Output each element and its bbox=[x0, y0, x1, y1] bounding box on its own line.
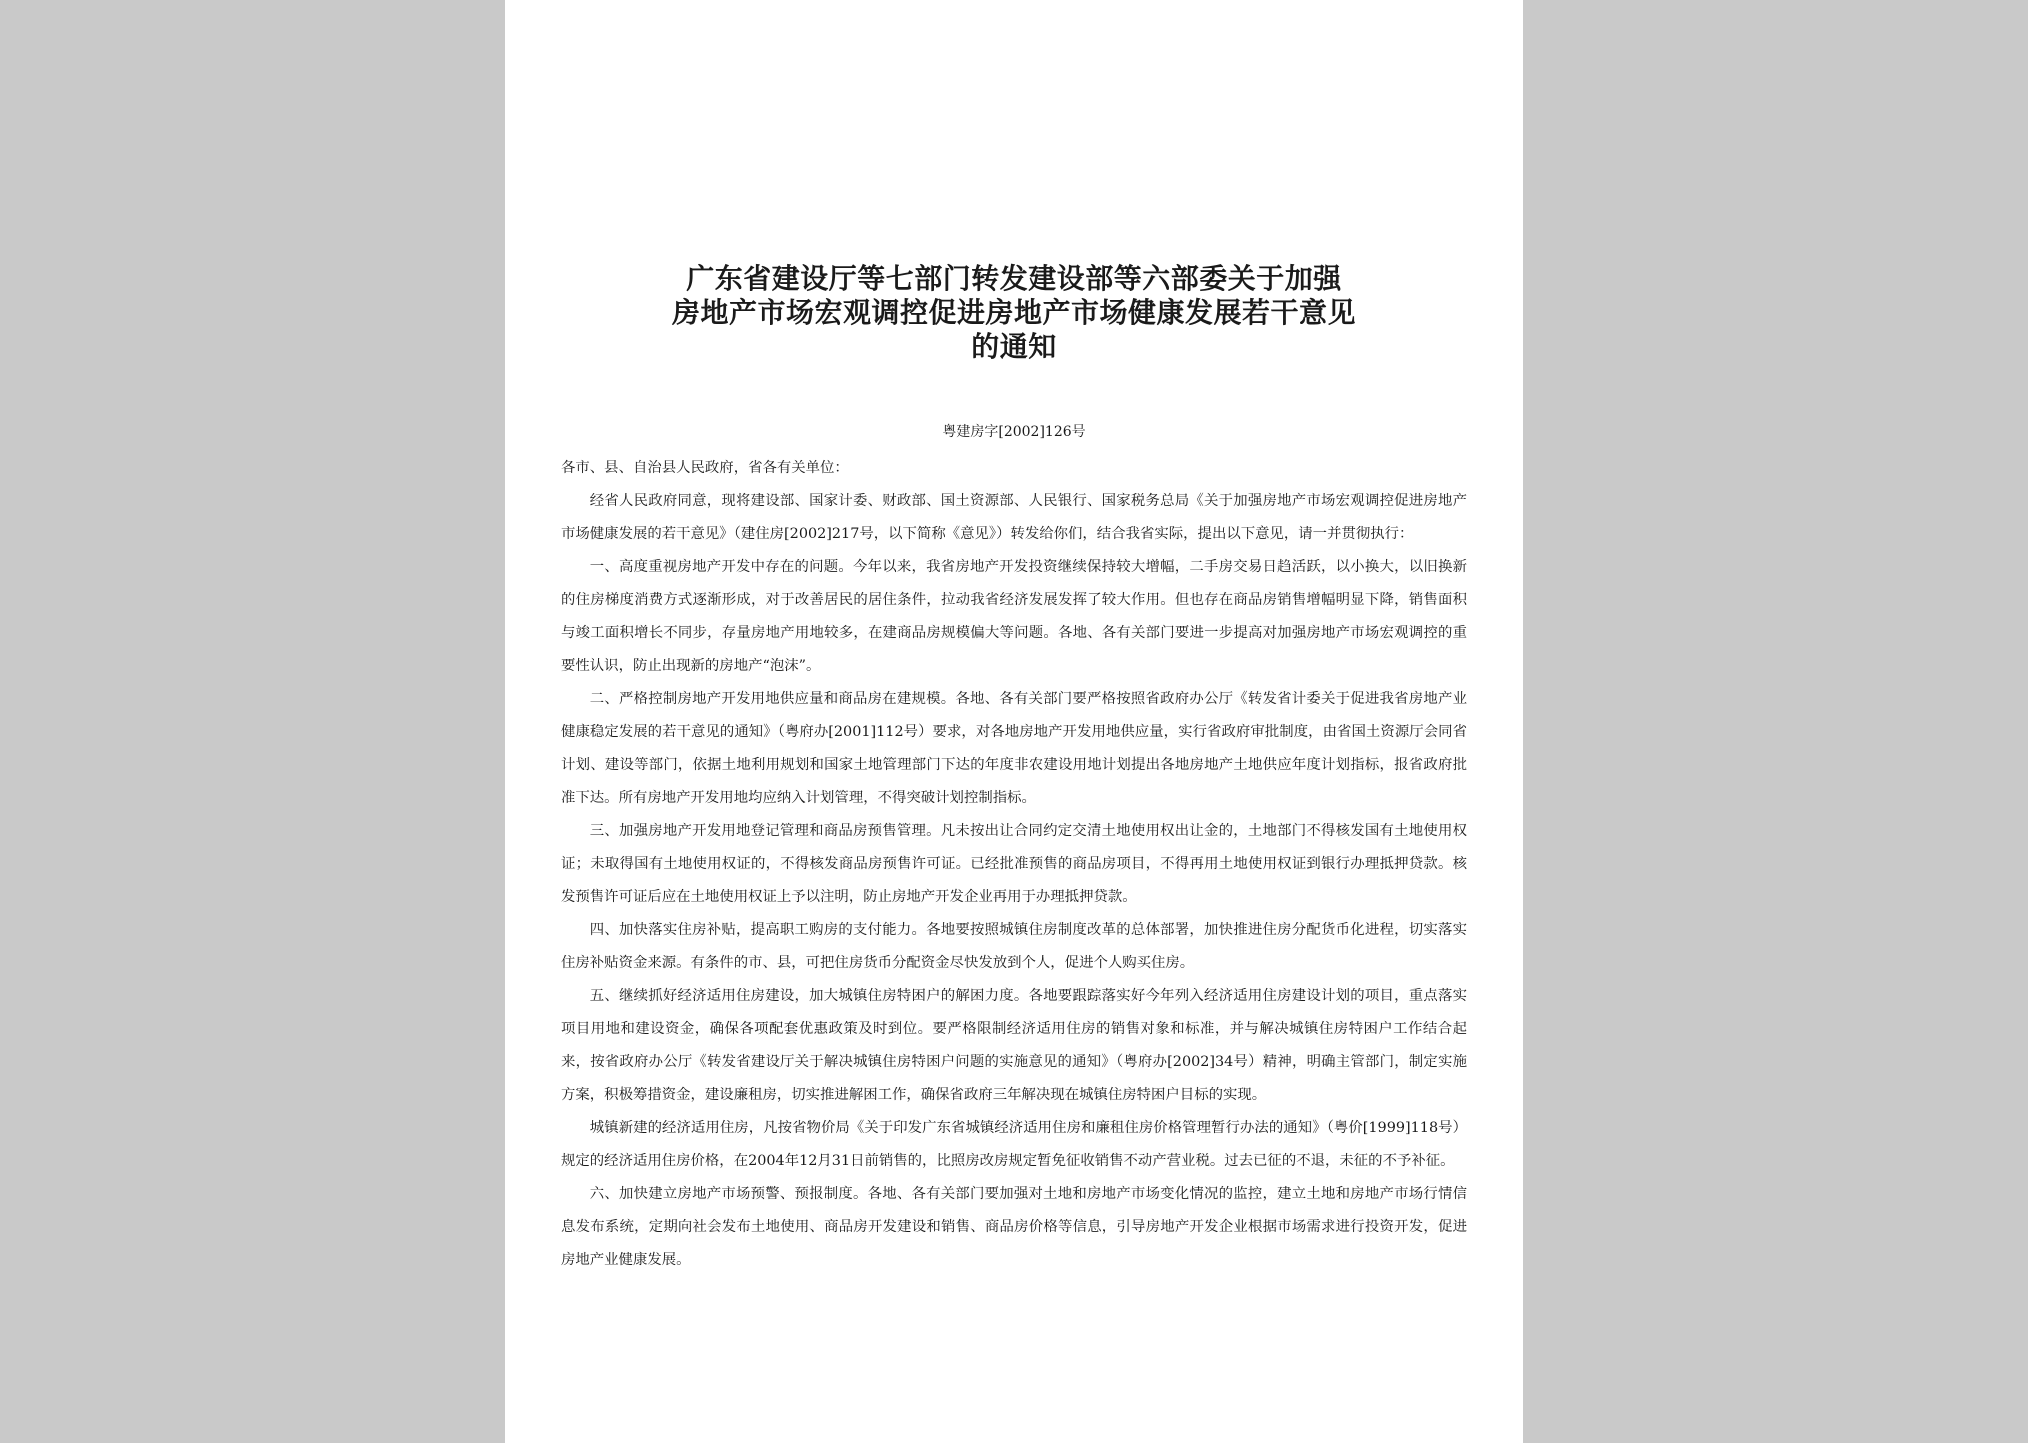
document-page bbox=[505, 0, 1523, 1443]
paragraph-5-supplement: 城镇新建的经济适用住房，凡按省物价局《关于印发广东省城镇经济适用住房和廉租住房价格管理暂行办法的通知》（粤价[1999]118号）规定的经济适用住房价格，在2004年12月31日前销售的，比照房改房规定暂免征收销售不动产营业税。过去已征的不退，未征的不予补征。 bbox=[561, 1120, 1467, 1169]
document-number: 粤建房字[2002]126号 bbox=[942, 424, 1086, 440]
paragraph-3: 三、加强房地产开发用地登记管理和商品房预售管理。凡未按出让合同约定交清土地使用权出让金的，土地部门不得核发国有土地使用权证；未取得国有土地使用权证的，不得核发商品房预售许可证。已经批准预售的商品房项目，不得再用土地使用权证到银行办理抵押贷款。核发预售许可证后应在土地使用权证上予以注明，防止房地产开发企业再用于办理抵押贷款。 bbox=[561, 823, 1467, 905]
document-title bbox=[561, 262, 1467, 364]
title-line-3: 的通知 bbox=[971, 330, 1057, 363]
title-line-2: 房地产市场宏观调控促进房地产市场健康发展若干意见 bbox=[671, 296, 1356, 329]
paragraph-5: 五、继续抓好经济适用住房建设，加大城镇住房特困户的解困力度。各地要跟踪落实好今年列入经济适用住房建设计划的项目，重点落实项目用地和建设资金，确保各项配套优惠政策及时到位。要严格限制经济适用住房的销售对象和标准，并与解决城镇住房特困户工作结合起来，按省政府办公厅《转发省建设厅关于解决城镇住房特困户问题的实施意见的通知》（粤府办[2002]34号）精神，明确主管部门，制定实施方案，积极筹措资金，建设廉租房，切实推进解困工作，确保省政府三年解决现在城镇住房特困户目标的实现。 bbox=[561, 988, 1467, 1103]
paragraph-intro: 经省人民政府同意，现将建设部、国家计委、财政部、国土资源部、人民银行、国家税务总局《关于加强房地产市场宏观调控促进房地产市场健康发展的若干意见》（建住房[2002]217号，以下简称《意见》）转发给你们，结合我省实际，提出以下意见，请一并贯彻执行： bbox=[561, 493, 1467, 542]
paragraph-2: 二、严格控制房地产开发用地供应量和商品房在建规模。各地、各有关部门要严格按照省政府办公厅《转发省计委关于促进我省房地产业健康稳定发展的若干意见的通知》（粤府办[2001]112号）要求，对各地房地产开发用地供应量，实行省政府审批制度，由省国土资源厅会同省计划、建设等部门，依据土地利用规划和国家土地管理部门下达的年度非农建设用地计划提出各地房地产土地供应年度计划指标，报省政府批准下达。所有房地产开发用地均应纳入计划管理，不得突破计划控制指标。 bbox=[561, 691, 1467, 806]
paragraph-1: 一、高度重视房地产开发中存在的问题。今年以来，我省房地产开发投资继续保持较大增幅，二手房交易日趋活跃，以小换大，以旧换新的住房梯度消费方式逐渐形成，对于改善居民的居住条件，拉动我省经济发展发挥了较大作用。但也存在商品房销售增幅明显下降，销售面积与竣工面积增长不同步，存量房地产用地较多，在建商品房规模偏大等问题。各地、各有关部门要进一步提高对加强房地产市场宏观调控的重要性认识，防止出现新的房地产“泡沫”。 bbox=[561, 559, 1467, 674]
paragraph-6: 六、加快建立房地产市场预警、预报制度。各地、各有关部门要加强对土地和房地产市场变化情况的监控，建立土地和房地产市场行情信息发布系统，定期向社会发布土地使用、商品房开发建设和销售、商品房价格等信息，引导房地产开发企业根据市场需求进行投资开发，促进房地产业健康发展。 bbox=[561, 1186, 1467, 1268]
paragraph-4: 四、加快落实住房补贴，提高职工购房的支付能力。各地要按照城镇住房制度改革的总体部署，加快推进住房分配货币化进程，切实落实住房补贴资金来源。有条件的市、县，可把住房货币分配资金尽快发放到个人，促进个人购买住房。 bbox=[561, 922, 1467, 971]
document-body bbox=[561, 452, 1467, 1277]
salutation: 各市、县、自治县人民政府，省各有关单位： bbox=[561, 460, 849, 476]
title-line-1: 广东省建设厅等七部门转发建设部等六部委关于加强 bbox=[686, 262, 1342, 295]
